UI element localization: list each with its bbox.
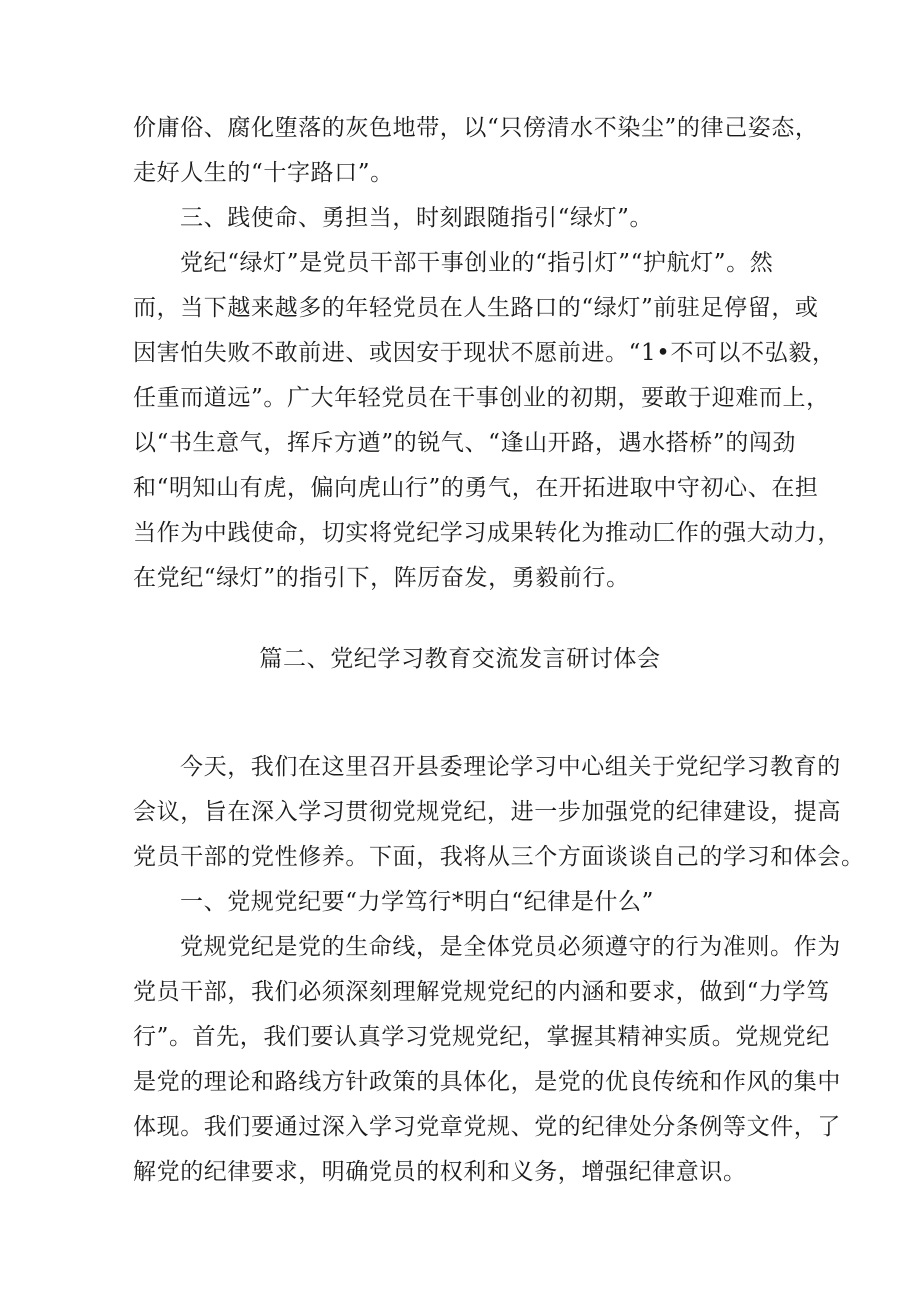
article-title: 篇二、党纪学习教育交流发言研讨体会 [259, 646, 661, 672]
paragraph-line: 今天，我们在这里召开县委理论学习中心组关于党纪学习教育的 [180, 754, 841, 780]
paragraph-line: 当作为中践使命，切实将党纪学习成果转化为推动匚作的强大动力， [133, 520, 841, 546]
paragraph-line: 因害怕失败不敢前进、或因安于现状不愿前进。“1•不可以不弘毅， [133, 340, 836, 366]
paragraph-line: 走好人生的“十字路口”。 [133, 160, 394, 186]
paragraph-line: 任重而道远”。广大年轻党员在干事创业的初期，要敢于迎难而上， [133, 385, 830, 411]
paragraph-line: 党规党纪是党的生命线，是全体党员必须遵守的行为准则。作为 [180, 934, 841, 960]
paragraph-line: 会议，旨在深入学习贯彻党规党纪，进一步加强党的纪律建设，提高 [133, 799, 841, 825]
paragraph-line: 和“明知山有虎，偏向虎山行”的勇气，在开拓进取中守初心、在担 [133, 475, 819, 501]
paragraph-line: 党员干部的党性修养。下面，我将从三个方面谈谈自己的学习和体会。 [133, 844, 865, 870]
paragraph-line: 而，当下越来越多的年轻党员在人生路口的“绿灯”前驻足停留，或 [133, 295, 819, 321]
paragraph-line: 在党纪“绿灯”的指引下，阵厉奋发，勇毅前行。 [133, 565, 630, 591]
paragraph-line: 以“书生意气，挥斥方遒”的锐气、“逢山开路，遇水搭桥”的闯劲 [133, 430, 797, 456]
section-heading: 三、践使命、勇担当，时刻跟随指引“绿灯”。 [180, 205, 654, 231]
paragraph-line: 体现。我们要通过深入学习党章党规、党的纪律处分条例等文件，了 [133, 1114, 841, 1140]
paragraph-line: 行”。首先，我们要认真学习党规党纪，掌握其精神实质。党规党纪 [133, 1024, 830, 1050]
paragraph-line: 价庸俗、腐化堕落的灰色地带，以“只傍清水不染尘”的律己姿态， [133, 115, 819, 141]
paragraph-line: 解党的纪律要求，明确党员的权利和义务，增强纪律意识。 [133, 1159, 747, 1185]
section-heading: 一、党规党纪要“力学笃行*明白“纪律是什么” [180, 889, 654, 915]
paragraph-line: 党纪“绿灯”是党员干部干事创业的“指引灯”“护航灯”。然 [180, 250, 774, 276]
paragraph-line: 党员干部，我们必须深刻理解党规党纪的内涵和要求，做到“力学笃 [133, 979, 830, 1005]
paragraph-line: 是党的理论和路线方针政策的具体化，是党的优良传统和作风的集中 [133, 1069, 841, 1095]
